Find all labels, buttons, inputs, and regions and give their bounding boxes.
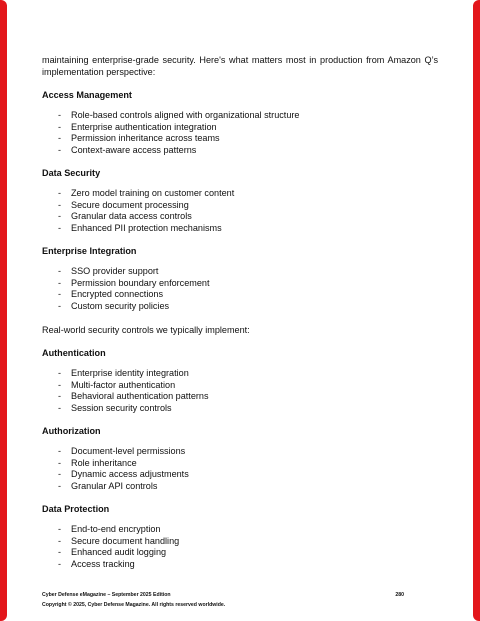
list-item-text: Enhanced audit logging <box>71 547 167 557</box>
list-item-text: Custom security policies <box>71 300 170 311</box>
list-item-text: Zero model training on customer content <box>71 188 235 198</box>
bullet-dash: - <box>58 368 62 378</box>
list-item <box>42 536 438 548</box>
bullet-list <box>42 368 438 414</box>
bullet-dash: - <box>58 300 62 311</box>
list-item-text: Role-based controls aligned with organizational structure <box>71 110 300 120</box>
list-item <box>42 278 438 290</box>
list-item <box>42 211 438 223</box>
list-item-text: Session security controls <box>71 402 172 413</box>
section-heading: Enterprise Integration <box>42 246 137 256</box>
list-item <box>42 301 438 313</box>
bullet-dash: - <box>58 289 62 299</box>
list-item-text: Enhanced PII protection mechanisms <box>71 222 222 233</box>
bullet-dash: - <box>58 524 62 534</box>
list-item <box>42 403 438 415</box>
list-item <box>42 223 438 235</box>
bullet-list <box>42 188 438 234</box>
list-item-text: Multi-factor authentication <box>71 379 176 390</box>
list-item-text: Granular API controls <box>71 480 158 491</box>
list-item-text: Secure document processing <box>71 199 189 210</box>
bullet-dash: - <box>58 199 62 210</box>
list-item <box>42 481 438 493</box>
list-item-text: Role inheritance <box>71 457 137 468</box>
list-item <box>42 547 438 559</box>
list-item <box>42 110 438 122</box>
list-item <box>42 122 438 134</box>
bullet-list <box>42 266 438 312</box>
list-item-text: Access tracking <box>71 558 135 569</box>
left-accent-bar <box>0 0 7 621</box>
bullet-dash: - <box>58 391 62 401</box>
bullet-dash: - <box>58 266 62 276</box>
list-item <box>42 446 438 458</box>
list-item-text: Enterprise identity integration <box>71 368 189 378</box>
bullet-dash: - <box>58 469 62 479</box>
bullet-list <box>42 110 438 156</box>
intro-paragraph: maintaining enterprise-grade security. Here's what matters most in production from Amazon Q’s implementation perspective: <box>42 55 438 77</box>
page-number: 280 <box>395 592 404 598</box>
list-item <box>42 458 438 470</box>
bullet-dash: - <box>58 535 62 546</box>
bullet-dash: - <box>58 558 62 569</box>
list-item-text: SSO provider support <box>71 266 159 276</box>
list-item <box>42 559 438 571</box>
middle-paragraph: Real-world security controls we typically implement: <box>42 325 250 335</box>
list-item-text: Behavioral authentication patterns <box>71 391 209 401</box>
bullet-dash: - <box>58 379 62 390</box>
bullet-dash: - <box>58 110 62 120</box>
bullet-list <box>42 524 438 570</box>
section-enterprise-integration <box>42 245 438 312</box>
bullet-dash: - <box>58 133 62 143</box>
list-item <box>42 469 438 481</box>
section-data-protection <box>42 503 438 570</box>
list-item <box>42 145 438 157</box>
list-item <box>42 524 438 536</box>
section-heading: Data Security <box>42 168 101 178</box>
footer-edition: Cyber Defense eMagazine – September 2025 Edition <box>42 592 171 598</box>
section-authorization <box>42 425 438 492</box>
list-item <box>42 188 438 200</box>
list-item-text: Permission inheritance across teams <box>71 133 220 143</box>
bullet-dash: - <box>58 457 62 468</box>
list-item-text: Encrypted connections <box>71 289 164 299</box>
page-body <box>42 54 438 570</box>
footer-row <box>42 590 438 600</box>
list-item <box>42 368 438 380</box>
bullet-dash: - <box>58 144 62 155</box>
list-item <box>42 380 438 392</box>
footer-copyright: Copyright © 2025, Cyber Defense Magazine. All rights reserved worldwide. <box>42 602 226 608</box>
list-item-text: Granular data access controls <box>71 211 192 221</box>
bullet-dash: - <box>58 547 62 557</box>
bullet-dash: - <box>58 188 62 198</box>
list-item-text: Secure document handling <box>71 535 180 546</box>
list-item <box>42 289 438 301</box>
bullet-dash: - <box>58 211 62 221</box>
bullet-dash: - <box>58 446 62 456</box>
list-item <box>42 391 438 403</box>
list-item-text: End-to-end encryption <box>71 524 161 534</box>
list-item <box>42 266 438 278</box>
right-accent-bar <box>473 0 480 621</box>
bullet-dash: - <box>58 480 62 491</box>
section-heading: Data Protection <box>42 504 110 514</box>
bullet-dash: - <box>58 121 62 132</box>
list-item <box>42 133 438 145</box>
list-item-text: Permission boundary enforcement <box>71 277 210 288</box>
section-heading: Access Management <box>42 90 132 100</box>
list-item-text: Context-aware access patterns <box>71 144 197 155</box>
section-heading: Authorization <box>42 426 101 436</box>
bullet-list <box>42 446 438 492</box>
page-footer <box>42 590 438 610</box>
section-heading: Authentication <box>42 348 106 358</box>
bullet-dash: - <box>58 277 62 288</box>
section-data-security <box>42 167 438 234</box>
bullet-dash: - <box>58 402 62 413</box>
list-item-text: Enterprise authentication integration <box>71 121 217 132</box>
section-access-management <box>42 89 438 156</box>
section-authentication <box>42 347 438 414</box>
list-item <box>42 200 438 212</box>
bullet-dash: - <box>58 222 62 233</box>
list-item-text: Document-level permissions <box>71 446 186 456</box>
list-item-text: Dynamic access adjustments <box>71 469 189 479</box>
